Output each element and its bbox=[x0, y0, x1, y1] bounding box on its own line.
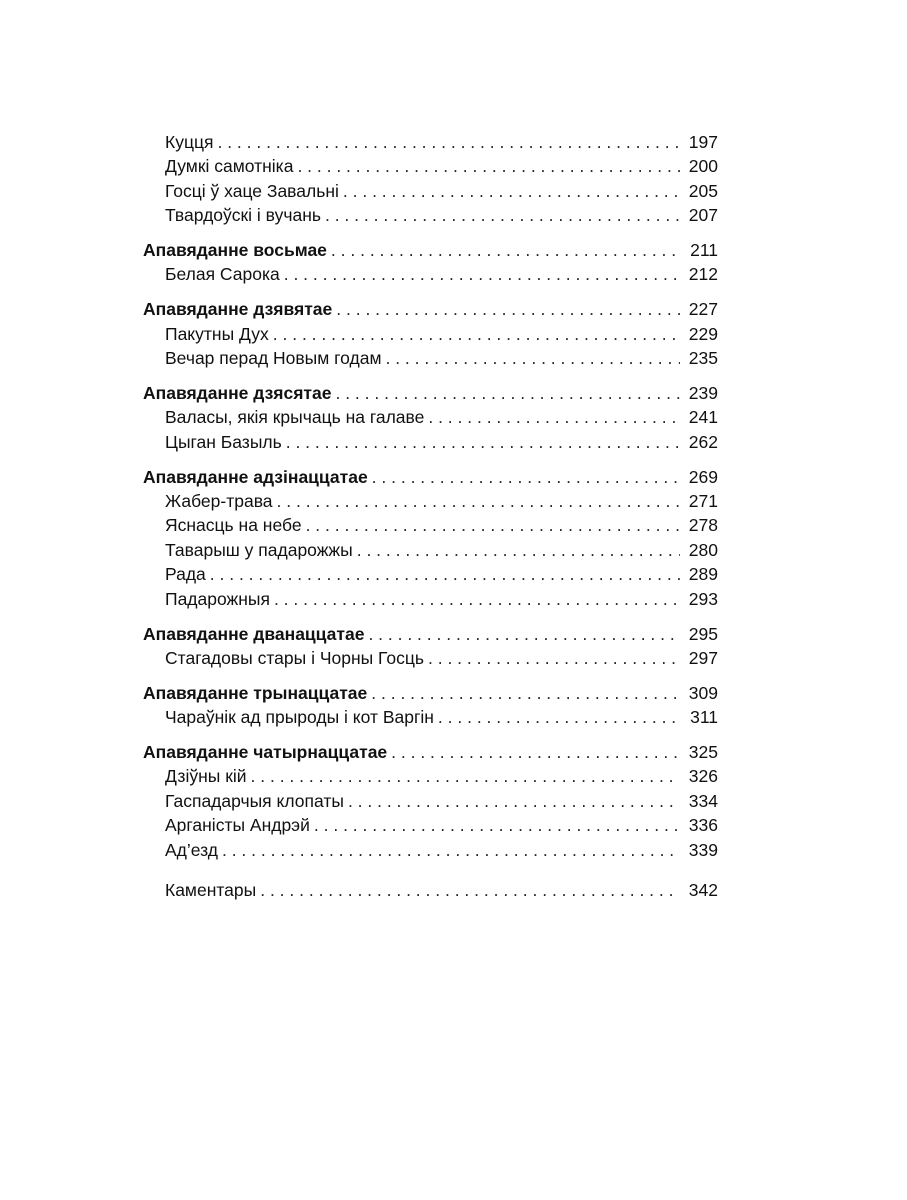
dot-leader bbox=[331, 238, 680, 262]
dot-leader bbox=[217, 130, 680, 154]
toc-section bbox=[143, 238, 718, 287]
toc-entry bbox=[143, 405, 718, 429]
section-title: Апавяданне чатырнаццатае bbox=[143, 742, 388, 763]
dot-leader bbox=[297, 154, 680, 178]
dot-leader bbox=[372, 465, 680, 489]
page-number: 295 bbox=[688, 623, 718, 644]
toc-entry bbox=[143, 130, 718, 154]
toc-entry bbox=[143, 764, 718, 788]
toc-entry bbox=[143, 513, 718, 537]
dot-leader bbox=[385, 346, 680, 370]
entry-title: Пакутны Дух bbox=[165, 323, 269, 344]
toc-entry bbox=[143, 838, 718, 862]
entry-title: Падарожныя bbox=[165, 588, 270, 609]
page-number: 211 bbox=[690, 240, 718, 261]
toc-entry bbox=[143, 322, 718, 346]
entry-title: Валасы, якія крычаць на галаве bbox=[165, 407, 425, 428]
dot-leader bbox=[428, 405, 680, 429]
toc-entry bbox=[143, 562, 718, 586]
dot-leader bbox=[391, 740, 680, 764]
entry-title: Твардоўскі і вучань bbox=[165, 205, 321, 226]
dot-leader bbox=[428, 646, 680, 670]
section-title: Апавяданне дзявятае bbox=[143, 299, 333, 320]
table-of-contents bbox=[143, 130, 718, 902]
entry-title: Дзіўны кій bbox=[165, 766, 247, 787]
dot-leader bbox=[368, 622, 680, 646]
toc-section-heading bbox=[143, 238, 718, 262]
toc-section-heading bbox=[143, 381, 718, 405]
dot-leader bbox=[273, 322, 680, 346]
page-number: 293 bbox=[688, 588, 718, 609]
entry-title: Думкі самотніка bbox=[165, 156, 294, 177]
page-number: 241 bbox=[688, 407, 718, 428]
page-number: 269 bbox=[688, 466, 718, 487]
page-number: 205 bbox=[688, 180, 718, 201]
dot-leader bbox=[274, 587, 680, 611]
page-number: 336 bbox=[688, 815, 718, 836]
page-number: 297 bbox=[688, 647, 718, 668]
toc-section bbox=[143, 622, 718, 671]
page-number: 342 bbox=[688, 880, 718, 901]
section-title: Апавяданне трынаццатае bbox=[143, 682, 368, 703]
toc-entry bbox=[143, 203, 718, 227]
toc-section-heading bbox=[143, 681, 718, 705]
entry-title: Каментары bbox=[165, 880, 257, 901]
entry-title: Ад’езд bbox=[165, 839, 218, 860]
page-number: 271 bbox=[688, 491, 718, 512]
toc-section bbox=[143, 297, 718, 370]
toc-entry bbox=[143, 646, 718, 670]
toc-entry bbox=[143, 430, 718, 454]
page-number: 200 bbox=[688, 156, 718, 177]
page-number: 197 bbox=[688, 132, 718, 152]
entry-title: Яснасць на небе bbox=[165, 515, 302, 536]
page-number: 334 bbox=[688, 790, 718, 811]
dot-leader bbox=[251, 764, 680, 788]
page-number: 278 bbox=[688, 515, 718, 536]
entry-title: Жабер-трава bbox=[165, 491, 273, 512]
entry-title: Таварыш у падарожжы bbox=[165, 539, 353, 560]
page-number: 207 bbox=[688, 205, 718, 226]
dot-leader bbox=[325, 203, 680, 227]
dot-leader bbox=[438, 705, 680, 729]
page-number: 311 bbox=[690, 707, 718, 728]
page-number: 239 bbox=[688, 383, 718, 404]
toc-section bbox=[143, 681, 718, 730]
dot-leader bbox=[286, 430, 680, 454]
dot-leader bbox=[284, 262, 680, 286]
toc-entry bbox=[143, 154, 718, 178]
dot-leader bbox=[306, 513, 680, 537]
entry-title: Белая Сарока bbox=[165, 264, 280, 285]
page-number: 339 bbox=[688, 839, 718, 860]
toc-section bbox=[143, 381, 718, 454]
dot-leader bbox=[348, 789, 680, 813]
page-number: 229 bbox=[688, 323, 718, 344]
toc-entry bbox=[143, 489, 718, 513]
page-number: 227 bbox=[688, 299, 718, 320]
page-number: 289 bbox=[688, 564, 718, 585]
entry-title: Рада bbox=[165, 564, 206, 585]
toc-entry bbox=[143, 587, 718, 611]
section-title: Апавяданне дзясятае bbox=[143, 383, 332, 404]
toc-section bbox=[143, 130, 718, 228]
toc-entry bbox=[143, 346, 718, 370]
page-number: 326 bbox=[688, 766, 718, 787]
toc-section-heading bbox=[143, 622, 718, 646]
toc-section-heading bbox=[143, 740, 718, 764]
toc-section-heading bbox=[143, 465, 718, 489]
entry-title: Цыган Базыль bbox=[165, 431, 282, 452]
dot-leader bbox=[357, 538, 680, 562]
toc-final-section bbox=[143, 878, 718, 902]
dot-leader bbox=[335, 381, 680, 405]
toc-entry bbox=[143, 789, 718, 813]
entry-title: Арганісты Андрэй bbox=[165, 815, 310, 836]
page-number: 212 bbox=[688, 264, 718, 285]
entry-title: Госці ў хаце Завальні bbox=[165, 180, 339, 201]
toc-entry bbox=[143, 705, 718, 729]
dot-leader bbox=[260, 878, 680, 902]
page-number: 325 bbox=[688, 742, 718, 763]
toc-section-heading bbox=[143, 297, 718, 321]
toc-section bbox=[143, 740, 718, 862]
toc-entry bbox=[143, 538, 718, 562]
entry-title: Чараўнік ад прыроды і кот Варгін bbox=[165, 707, 434, 728]
entry-title: Гаспадарчыя клопаты bbox=[165, 790, 344, 811]
entry-title: Вечар перад Новым годам bbox=[165, 348, 382, 369]
dot-leader bbox=[277, 489, 680, 513]
toc-entry bbox=[143, 878, 718, 902]
section-title: Апавяданне адзінаццатае bbox=[143, 466, 368, 487]
toc-entry bbox=[143, 813, 718, 837]
entry-title: Куцця bbox=[165, 132, 214, 152]
dot-leader bbox=[371, 681, 680, 705]
dot-leader bbox=[222, 838, 680, 862]
page-number: 235 bbox=[688, 348, 718, 369]
toc-entry bbox=[143, 179, 718, 203]
section-title: Апавяданне дванаццатае bbox=[143, 623, 365, 644]
dot-leader bbox=[210, 562, 680, 586]
page-number: 309 bbox=[688, 682, 718, 703]
entry-title: Стагадовы стары і Чорны Госць bbox=[165, 647, 424, 668]
page-number: 262 bbox=[688, 431, 718, 452]
page-number: 280 bbox=[688, 539, 718, 560]
toc-section bbox=[143, 465, 718, 611]
section-title: Апавяданне восьмае bbox=[143, 240, 327, 261]
dot-leader bbox=[336, 297, 680, 321]
toc-entry bbox=[143, 262, 718, 286]
dot-leader bbox=[343, 179, 680, 203]
dot-leader bbox=[314, 813, 680, 837]
